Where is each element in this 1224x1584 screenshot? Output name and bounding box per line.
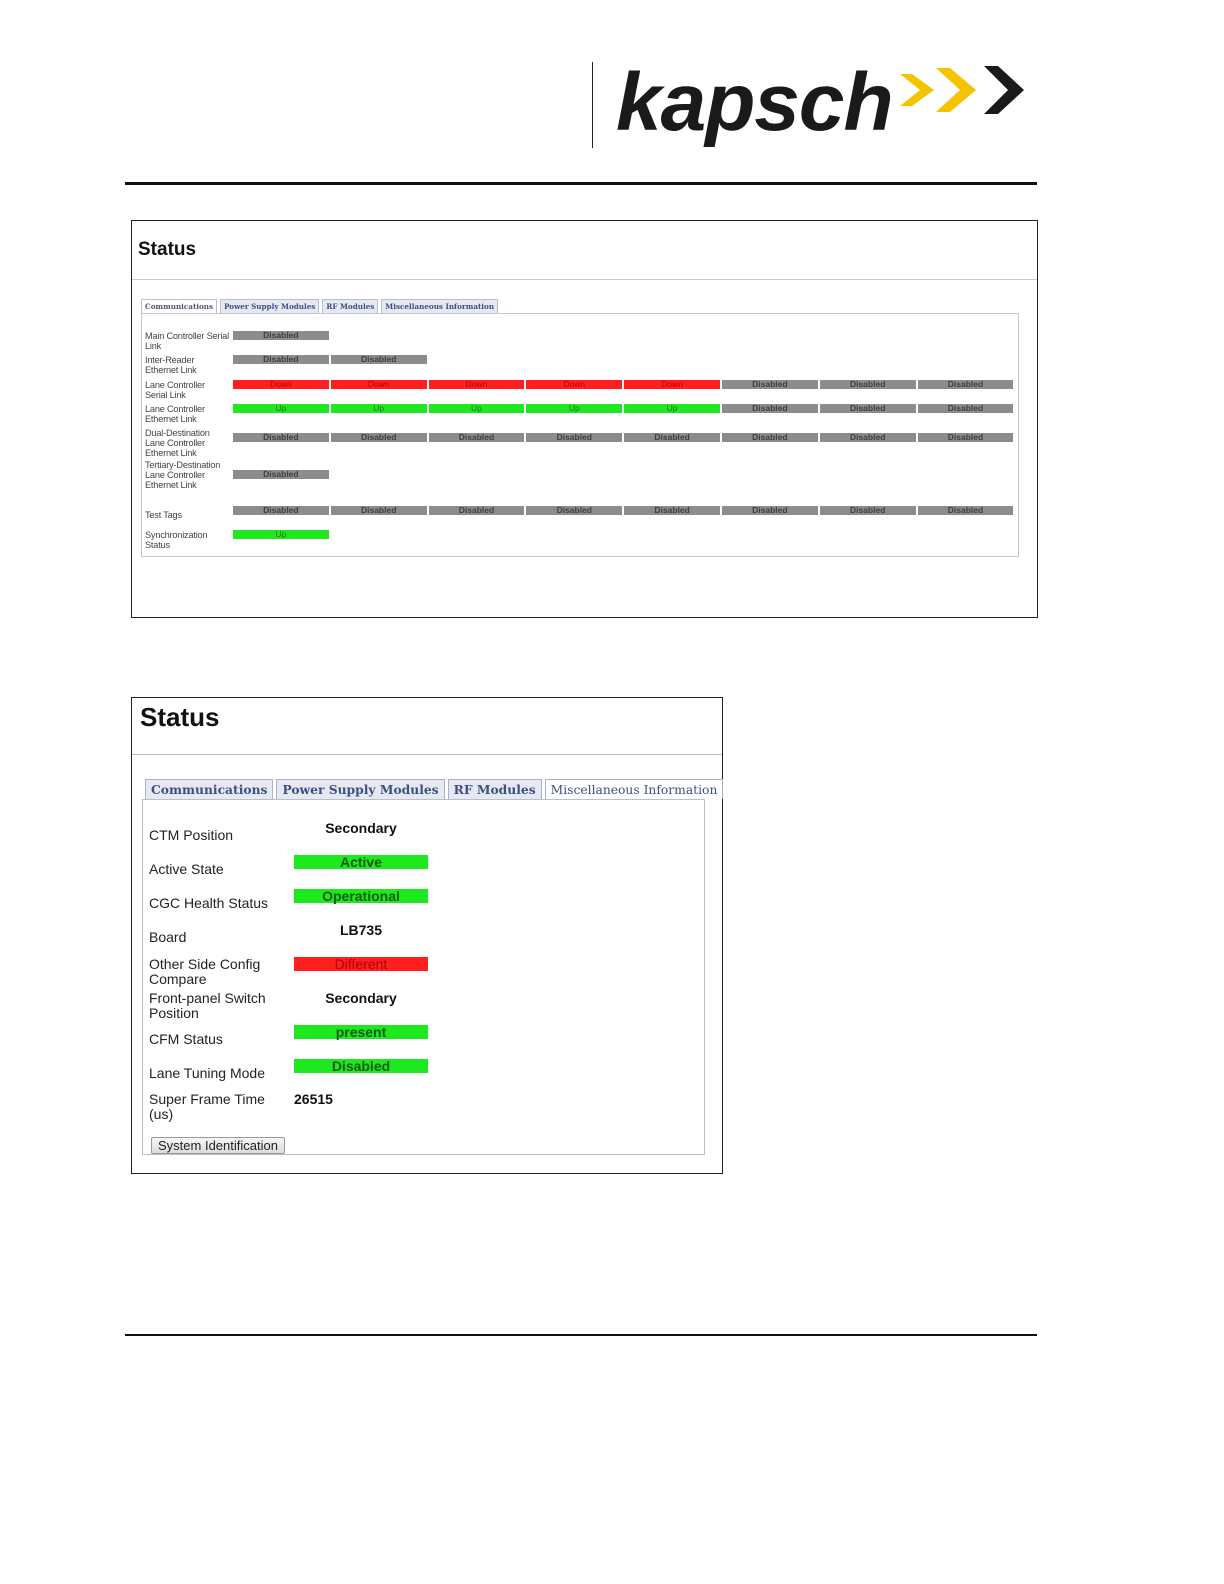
row-label: Synchronization Status	[145, 530, 208, 550]
board-value: LB735	[339, 922, 383, 938]
info-row	[149, 820, 397, 843]
cfm-status-badge: present	[294, 1025, 428, 1039]
row-label: Main Controller Serial Link	[145, 331, 229, 351]
status-bar-disabled: Disabled	[233, 433, 329, 442]
status-bar-disabled: Disabled	[820, 506, 916, 515]
communications-panel	[141, 313, 1019, 557]
title-divider	[132, 754, 722, 755]
page-title: Status	[138, 239, 197, 260]
status-bar-disabled: Disabled	[233, 355, 329, 364]
status-bar-disabled: Disabled	[722, 404, 818, 413]
row-label: Dual-Destination Lane Controller Ethernet Link	[145, 428, 210, 458]
logo-chevrons-icon	[900, 64, 1026, 116]
header-divider	[592, 62, 593, 148]
status-bar-disabled: Disabled	[722, 433, 818, 442]
status-bar-disabled: Disabled	[331, 433, 427, 442]
switch-position-label: Front-panel Switch Position	[149, 990, 266, 1021]
status-bar-disabled: Disabled	[820, 404, 916, 413]
ctm-position-label: CTM Position	[149, 827, 234, 843]
status-bar-disabled: Disabled	[233, 331, 329, 340]
status-bar-up: Up	[331, 404, 427, 413]
status-bar-up: Up	[624, 404, 720, 413]
status-row	[145, 460, 299, 490]
tab-bar	[141, 299, 498, 313]
cgc-health-badge: Operational	[294, 889, 428, 903]
active-state-label: Active State	[149, 861, 224, 877]
page-title: Status	[140, 702, 220, 732]
status-bar-disabled: Disabled	[820, 380, 916, 389]
status-bar-disabled: Disabled	[918, 404, 1014, 413]
info-row	[149, 1091, 333, 1122]
super-frame-value: 26515	[294, 1091, 333, 1107]
tab-communications[interactable]: Communications	[145, 779, 273, 799]
logo-wordmark: kapsch	[616, 57, 893, 148]
status-bar-disabled: Disabled	[918, 380, 1014, 389]
tab-power-supply-modules[interactable]: Power Supply Modules	[220, 299, 319, 313]
status-bar-disabled: Disabled	[918, 433, 1014, 442]
status-row	[145, 505, 984, 520]
tab-rf-modules[interactable]: RF Modules	[322, 299, 378, 313]
status-bars	[233, 331, 329, 340]
cgc-health-label: CGC Health Status	[149, 895, 269, 911]
info-row	[149, 956, 388, 987]
config-compare-badge: Different	[294, 957, 428, 971]
info-row	[149, 922, 383, 945]
info-row	[149, 990, 397, 1021]
cfm-status-label: CFM Status	[149, 1031, 223, 1047]
status-bars	[233, 380, 1013, 389]
status-bar-disabled: Disabled	[820, 433, 916, 442]
status-bar-disabled: Disabled	[331, 355, 427, 364]
status-bar-down: Down	[624, 380, 720, 389]
super-frame-label: Super Frame Time (us)	[149, 1091, 265, 1122]
info-row	[149, 854, 383, 877]
status-bar-down: Down	[233, 380, 329, 389]
tab-miscellaneous-information[interactable]: Miscellaneous Information	[381, 299, 498, 313]
status-row	[145, 330, 299, 351]
status-bar-disabled: Disabled	[624, 506, 720, 515]
ctm-position-value: Secondary	[325, 820, 397, 836]
misc-info-panel	[142, 799, 705, 1155]
active-state-badge: Active	[294, 855, 428, 869]
row-label: Inter-Reader Ethernet Link	[145, 355, 197, 375]
status-bar-disabled: Disabled	[624, 433, 720, 442]
status-bar-disabled: Disabled	[722, 506, 818, 515]
status-bars	[233, 355, 427, 364]
status-bars	[233, 470, 329, 479]
tab-power-supply-modules[interactable]: Power Supply Modules	[276, 779, 444, 799]
lane-tuning-label: Lane Tuning Mode	[149, 1065, 265, 1081]
status-bar-disabled: Disabled	[722, 380, 818, 389]
switch-position-value: Secondary	[325, 990, 397, 1006]
status-bar-disabled: Disabled	[233, 470, 329, 479]
header-rule	[125, 182, 1037, 185]
status-bar-disabled: Disabled	[233, 506, 329, 515]
status-bar-down: Down	[429, 380, 525, 389]
status-row	[145, 529, 287, 550]
row-label: Lane Controller Ethernet Link	[145, 404, 205, 424]
status-bar-up: Up	[526, 404, 622, 413]
tab-miscellaneous-information[interactable]: Miscellaneous Information	[545, 779, 724, 799]
status-bars	[233, 530, 329, 539]
title-divider	[132, 279, 1037, 280]
config-compare-label: Other Side Config Compare	[149, 956, 261, 987]
status-bars	[233, 404, 1013, 413]
status-bar-disabled: Disabled	[429, 506, 525, 515]
info-row	[149, 888, 400, 911]
status-bar-up: Up	[233, 404, 329, 413]
status-bar-disabled: Disabled	[429, 433, 525, 442]
status-misc-screenshot	[131, 697, 723, 1174]
status-bar-down: Down	[331, 380, 427, 389]
status-bar-disabled: Disabled	[526, 433, 622, 442]
status-row	[145, 354, 397, 375]
tab-communications[interactable]: Communications	[141, 299, 217, 313]
board-label: Board	[149, 929, 187, 945]
status-bar-disabled: Disabled	[331, 506, 427, 515]
status-row	[145, 428, 984, 458]
row-label: Test Tags	[145, 510, 182, 520]
lane-tuning-badge: Disabled	[294, 1059, 428, 1073]
status-row	[145, 379, 984, 400]
row-label: Lane Controller Serial Link	[145, 380, 205, 400]
info-row	[149, 1024, 387, 1047]
status-bar-up: Up	[233, 530, 329, 539]
info-row	[149, 1058, 391, 1081]
kapsch-logo	[612, 56, 1032, 152]
status-bar-up: Up	[429, 404, 525, 413]
tab-bar	[145, 779, 723, 799]
status-row	[145, 403, 984, 424]
status-bars	[233, 506, 1013, 515]
status-bars	[233, 433, 1013, 442]
status-bar-disabled: Disabled	[526, 506, 622, 515]
footer-rule	[125, 1334, 1037, 1336]
tab-rf-modules[interactable]: RF Modules	[448, 779, 542, 799]
row-label: Tertiary-Destination Lane Controller Ethernet Link	[145, 460, 221, 490]
status-bar-disabled: Disabled	[918, 506, 1014, 515]
system-identification-button[interactable]: System Identification	[151, 1137, 285, 1154]
status-communications-screenshot	[131, 220, 1038, 618]
status-bar-down: Down	[526, 380, 622, 389]
